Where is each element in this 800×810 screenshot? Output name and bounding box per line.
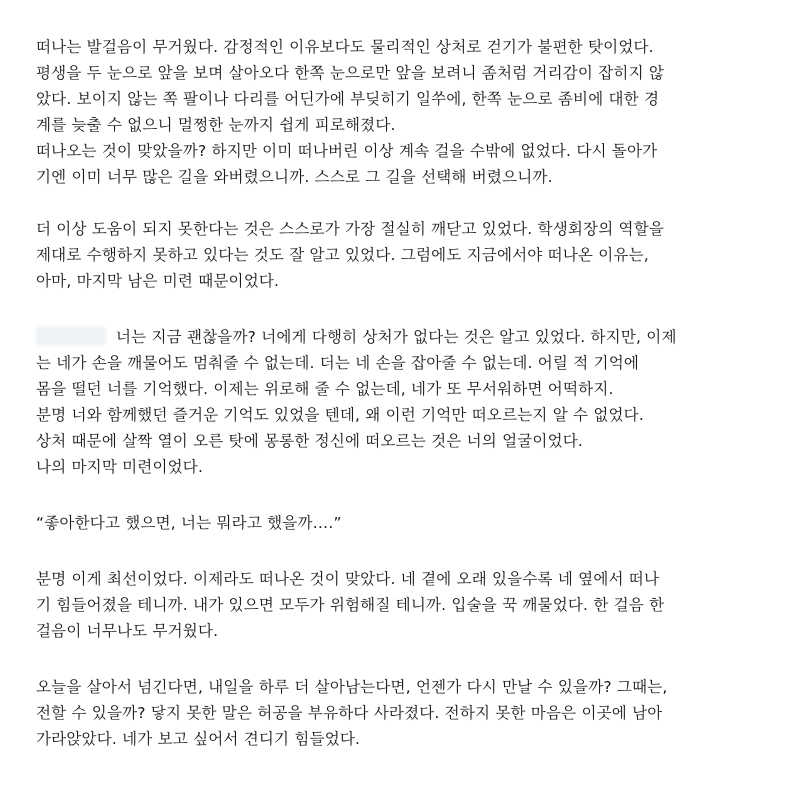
text-line: 기 힘들어졌을 테니까. 내가 있으면 모두가 위험해질 테니까. 입술을 꾹 깨물었다. 한 걸음 한	[36, 596, 665, 614]
text-line: 떠나오는 것이 맞았을까? 하지만 이미 떠나버린 이상 계속 걸을 수밖에 없었다. 다시 돌아가	[36, 142, 658, 160]
paragraph-6	[36, 674, 772, 752]
paragraph-spacer	[36, 536, 772, 562]
paragraph-3	[36, 324, 772, 480]
redacted-name-block	[36, 327, 106, 345]
text-line: 계를 늦출 수 없으니 멀쩡한 눈까지 쉽게 피로해졌다.	[36, 116, 396, 134]
text-line: 상처 때문에 살짝 열이 오른 탓에 몽롱한 정신에 떠오르는 것은 너의 얼굴이었다.	[36, 432, 584, 450]
paragraph-spacer	[36, 190, 772, 216]
text-line: 오늘을 살아서 넘긴다면, 내일을 하루 더 살아남는다면, 언젠가 다시 만날 수 있을까? 그때는,	[36, 678, 668, 696]
dialogue-line: “좋아한다고 했으면, 너는 뭐라고 했을까….”	[36, 514, 342, 532]
paragraph-spacer	[36, 644, 772, 670]
text-line	[36, 324, 772, 350]
text-line: 몸을 떨던 너를 기억했다. 이제는 위로해 줄 수 없는데, 네가 또 무서워하면 어떡하지.	[36, 380, 614, 398]
text-line: 나의 마지막 미련이었다.	[36, 458, 204, 476]
text-line: 기엔 이미 너무 많은 길을 와버렸으니까. 스스로 그 길을 선택해 버렸으니까.	[36, 168, 553, 186]
text-line: 았다. 보이지 않는 쪽 팔이나 다리를 어딘가에 부딪히기 일쑤에, 한쪽 눈으로 좀비에 대한 경	[36, 90, 660, 108]
text-line: 평생을 두 눈으로 앞을 보며 살아오다 한쪽 눈으로만 앞을 보려니 좀처럼 거리감이 잡히지 않	[36, 64, 665, 82]
text-line: 분명 이게 최선이었다. 이제라도 떠나온 것이 맞았다. 네 곁에 오래 있을수록 네 옆에서 떠나	[36, 570, 660, 588]
paragraph-spacer	[36, 294, 772, 320]
paragraph-5	[36, 566, 772, 644]
paragraph-2	[36, 216, 772, 294]
text-line: 떠나는 발걸음이 무거웠다. 감정적인 이유보다도 물리적인 상처로 걷기가 불편한 탓이었다.	[36, 38, 654, 56]
text-line: 더 이상 도움이 되지 못한다는 것은 스스로가 가장 절실히 깨닫고 있었다. 학생회장의 역할을	[36, 220, 665, 238]
text-line: 는 네가 손을 깨물어도 멈춰줄 수 없는데. 더는 네 손을 잡아줄 수 없는데. 어릴 적 기억에	[36, 354, 640, 372]
paragraph-spacer	[36, 480, 772, 506]
text-line: 아마, 마지막 남은 미련 때문이었다.	[36, 272, 280, 290]
document-body	[36, 34, 772, 752]
paragraph-1	[36, 34, 772, 190]
paragraph-4-dialogue	[36, 510, 772, 536]
text-line: 전할 수 있을까? 닿지 못한 말은 허공을 부유하다 사라졌다. 전하지 못한 마음은 이곳에 남아	[36, 704, 663, 722]
text-line: 가라앉았다. 네가 보고 싶어서 견디기 힘들었다.	[36, 730, 361, 748]
text-line: 분명 너와 함께했던 즐거운 기억도 있었을 텐데, 왜 이런 기억만 떠오르는지 알 수 없었다.	[36, 406, 644, 424]
text-line: 걸음이 너무나도 무거웠다.	[36, 622, 219, 640]
text-line-content: 너는 지금 괜찮을까? 너에게 다행히 상처가 없다는 것은 알고 있었다. 하지만, 이제	[116, 328, 677, 346]
text-line: 제대로 수행하지 못하고 있다는 것도 잘 알고 있었다. 그럼에도 지금에서야 떠나온 이유는,	[36, 246, 649, 264]
